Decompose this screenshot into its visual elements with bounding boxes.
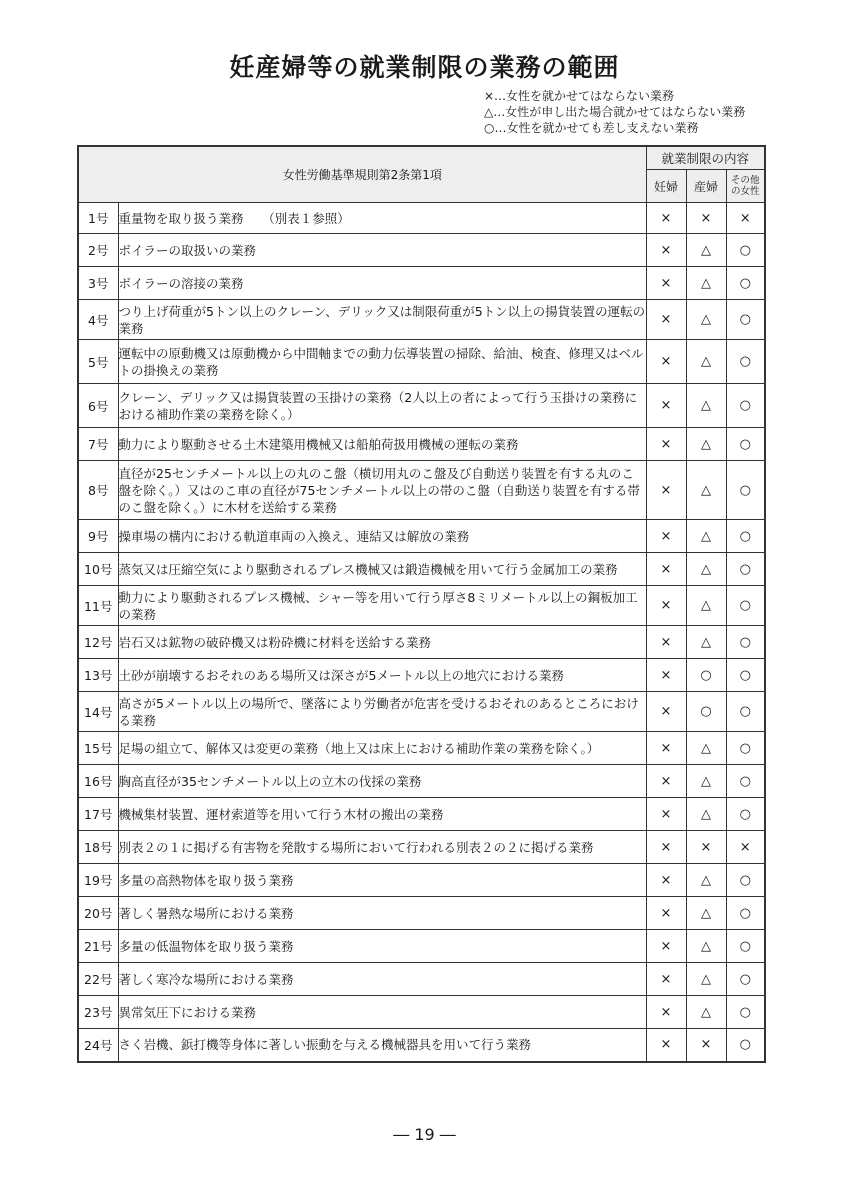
table-row bbox=[78, 626, 765, 659]
row-number: 4号 bbox=[78, 300, 118, 340]
row-number: 20号 bbox=[78, 897, 118, 930]
mark-other-women: ○ bbox=[726, 864, 765, 897]
legend-item-prohibited: ×…女性を就かせてはならない業務 bbox=[484, 89, 675, 103]
table-row bbox=[78, 765, 765, 798]
row-description: 胸高直径が35センチメートル以上の立木の伐採の業務 bbox=[118, 765, 646, 798]
row-number: 17号 bbox=[78, 798, 118, 831]
mark-other-women: ○ bbox=[726, 340, 765, 384]
mark-pregnant: × bbox=[646, 930, 686, 963]
table-row bbox=[78, 1029, 765, 1062]
header-postpartum: 産婦 bbox=[686, 170, 726, 203]
row-number: 21号 bbox=[78, 930, 118, 963]
mark-other-women: ○ bbox=[726, 765, 765, 798]
mark-pregnant: × bbox=[646, 267, 686, 300]
mark-pregnant: × bbox=[646, 897, 686, 930]
row-description: 運転中の原動機又は原動機から中間軸までの動力伝導装置の掃除、給油、検査、修理又はベルトの掛換えの業務 bbox=[118, 340, 646, 384]
mark-postpartum: △ bbox=[686, 586, 726, 626]
mark-pregnant: × bbox=[646, 963, 686, 996]
header-other-line1: その他 bbox=[730, 175, 760, 186]
mark-other-women: × bbox=[726, 831, 765, 864]
mark-postpartum: △ bbox=[686, 626, 726, 659]
header-pregnant: 妊婦 bbox=[646, 170, 686, 203]
table-row bbox=[78, 692, 765, 732]
table-row bbox=[78, 798, 765, 831]
row-description: 動力により駆動させる土木建築用機械又は船舶荷扱用機械の運転の業務 bbox=[118, 428, 646, 461]
row-description: 機械集材装置、運材索道等を用いて行う木材の搬出の業務 bbox=[118, 798, 646, 831]
mark-postpartum: △ bbox=[686, 267, 726, 300]
page-number: ― 19 ― bbox=[393, 1125, 456, 1144]
mark-other-women: ○ bbox=[726, 300, 765, 340]
mark-pregnant: × bbox=[646, 234, 686, 267]
row-description: つり上げ荷重が5トン以上のクレーン、デリック又は制限荷重が5トン以上の揚貨装置の運転の業務 bbox=[118, 300, 646, 340]
table-row bbox=[78, 267, 765, 300]
row-number: 5号 bbox=[78, 340, 118, 384]
row-number: 23号 bbox=[78, 996, 118, 1029]
mark-other-women: ○ bbox=[726, 692, 765, 732]
mark-other-women: ○ bbox=[726, 384, 765, 428]
mark-postpartum: △ bbox=[686, 553, 726, 586]
table-row bbox=[78, 300, 765, 340]
mark-other-women: ○ bbox=[726, 1029, 765, 1062]
table-row bbox=[78, 234, 765, 267]
table-row bbox=[78, 203, 765, 234]
mark-pregnant: × bbox=[646, 798, 686, 831]
row-description: 岩石又は鉱物の破砕機又は粉砕機に材料を送給する業務 bbox=[118, 626, 646, 659]
row-number: 13号 bbox=[78, 659, 118, 692]
row-description: 高さが5メートル以上の場所で、墜落により労働者が危害を受けるおそれのあるところにおける業務 bbox=[118, 692, 646, 732]
mark-other-women: × bbox=[726, 203, 765, 234]
row-description: 蒸気又は圧縮空気により駆動されるプレス機械又は鍛造機械を用いて行う金属加工の業務 bbox=[118, 553, 646, 586]
header-other-line2: の女性 bbox=[730, 186, 760, 197]
legend-item-on-request: △…女性が申し出た場合就かせてはならない業務 bbox=[484, 105, 746, 119]
table-body bbox=[78, 203, 765, 1062]
header-regulation: 女性労働基準規則第2条第1項 bbox=[78, 146, 646, 203]
mark-other-women: ○ bbox=[726, 234, 765, 267]
row-number: 24号 bbox=[78, 1029, 118, 1062]
mark-postpartum: △ bbox=[686, 428, 726, 461]
row-description: 著しく暑熱な場所における業務 bbox=[118, 897, 646, 930]
row-description: ボイラーの取扱いの業務 bbox=[118, 234, 646, 267]
mark-other-women: ○ bbox=[726, 996, 765, 1029]
mark-other-women: ○ bbox=[726, 963, 765, 996]
row-description: 別表２の１に掲げる有害物を発散する場所において行われる別表２の２に掲げる業務 bbox=[118, 831, 646, 864]
mark-pregnant: × bbox=[646, 765, 686, 798]
mark-postpartum: △ bbox=[686, 798, 726, 831]
row-description: ボイラーの溶接の業務 bbox=[118, 267, 646, 300]
table-row bbox=[78, 930, 765, 963]
table-row bbox=[78, 340, 765, 384]
mark-pregnant: × bbox=[646, 384, 686, 428]
mark-other-women: ○ bbox=[726, 732, 765, 765]
row-description: 多量の低温物体を取り扱う業務 bbox=[118, 930, 646, 963]
mark-pregnant: × bbox=[646, 1029, 686, 1062]
table-row bbox=[78, 428, 765, 461]
mark-other-women: ○ bbox=[726, 520, 765, 553]
mark-postpartum: △ bbox=[686, 520, 726, 553]
row-description: 異常気圧下における業務 bbox=[118, 996, 646, 1029]
mark-postpartum: △ bbox=[686, 732, 726, 765]
mark-postpartum: △ bbox=[686, 930, 726, 963]
table-row bbox=[78, 520, 765, 553]
mark-other-women: ○ bbox=[726, 267, 765, 300]
row-description: 動力により駆動されるプレス機械、シャー等を用いて行う厚さ8ミリメートル以上の鋼板加工の業務 bbox=[118, 586, 646, 626]
legend bbox=[484, 88, 745, 136]
mark-other-women: ○ bbox=[726, 659, 765, 692]
row-number: 2号 bbox=[78, 234, 118, 267]
row-description: 多量の高熱物体を取り扱う業務 bbox=[118, 864, 646, 897]
mark-pregnant: × bbox=[646, 659, 686, 692]
mark-other-women: ○ bbox=[726, 626, 765, 659]
mark-postpartum: △ bbox=[686, 384, 726, 428]
mark-postpartum: △ bbox=[686, 300, 726, 340]
row-number: 9号 bbox=[78, 520, 118, 553]
row-number: 18号 bbox=[78, 831, 118, 864]
row-description: 土砂が崩壊するおそれのある場所又は深さが5メートル以上の地穴における業務 bbox=[118, 659, 646, 692]
mark-pregnant: × bbox=[646, 300, 686, 340]
mark-postpartum: △ bbox=[686, 897, 726, 930]
row-number: 7号 bbox=[78, 428, 118, 461]
mark-pregnant: × bbox=[646, 553, 686, 586]
row-number: 8号 bbox=[78, 461, 118, 520]
mark-postpartum: △ bbox=[686, 864, 726, 897]
row-number: 12号 bbox=[78, 626, 118, 659]
mark-other-women: ○ bbox=[726, 553, 765, 586]
mark-postpartum: △ bbox=[686, 234, 726, 267]
table-row bbox=[78, 553, 765, 586]
mark-postpartum: △ bbox=[686, 461, 726, 520]
header-other-women bbox=[726, 170, 765, 203]
mark-pregnant: × bbox=[646, 586, 686, 626]
table-row bbox=[78, 996, 765, 1029]
mark-postpartum: △ bbox=[686, 765, 726, 798]
row-number: 16号 bbox=[78, 765, 118, 798]
mark-postpartum: △ bbox=[686, 963, 726, 996]
mark-pregnant: × bbox=[646, 831, 686, 864]
mark-pregnant: × bbox=[646, 996, 686, 1029]
row-description: 直径が25センチメートル以上の丸のこ盤（横切用丸のこ盤及び自動送り装置を有する丸のこ盤を除く。）又はのこ車の直径が75センチメートル以上の帯のこ盤（自動送り装置を有する帯のこ盤を除く。）に木材を送給する業務 bbox=[118, 461, 646, 520]
row-number: 14号 bbox=[78, 692, 118, 732]
mark-postpartum: × bbox=[686, 203, 726, 234]
table-row bbox=[78, 659, 765, 692]
mark-other-women: ○ bbox=[726, 586, 765, 626]
page-title: 妊産婦等の就業制限の業務の範囲 bbox=[229, 53, 620, 82]
mark-other-women: ○ bbox=[726, 461, 765, 520]
row-description: 足場の組立て、解体又は変更の業務（地上又は床上における補助作業の業務を除く。） bbox=[118, 732, 646, 765]
mark-postpartum: ○ bbox=[686, 692, 726, 732]
mark-pregnant: × bbox=[646, 520, 686, 553]
mark-postpartum: ○ bbox=[686, 659, 726, 692]
table-row bbox=[78, 461, 765, 520]
table-row bbox=[78, 732, 765, 765]
mark-postpartum: △ bbox=[686, 340, 726, 384]
legend-item-allowed: ○…女性を就かせても差し支えない業務 bbox=[484, 121, 699, 135]
table-row bbox=[78, 897, 765, 930]
row-description: 重量物を取り扱う業務 （別表１参照） bbox=[118, 203, 646, 234]
mark-postpartum: × bbox=[686, 1029, 726, 1062]
row-number: 11号 bbox=[78, 586, 118, 626]
mark-pregnant: × bbox=[646, 203, 686, 234]
mark-pregnant: × bbox=[646, 461, 686, 520]
mark-pregnant: × bbox=[646, 626, 686, 659]
mark-other-women: ○ bbox=[726, 428, 765, 461]
mark-other-women: ○ bbox=[726, 798, 765, 831]
row-description: 著しく寒冷な場所における業務 bbox=[118, 963, 646, 996]
mark-pregnant: × bbox=[646, 732, 686, 765]
row-number: 6号 bbox=[78, 384, 118, 428]
row-number: 19号 bbox=[78, 864, 118, 897]
table-row bbox=[78, 963, 765, 996]
row-description: さく岩機、鋲打機等身体に著しい振動を与える機械器具を用いて行う業務 bbox=[118, 1029, 646, 1062]
table-row bbox=[78, 384, 765, 428]
row-number: 10号 bbox=[78, 553, 118, 586]
row-number: 15号 bbox=[78, 732, 118, 765]
table-row bbox=[78, 831, 765, 864]
mark-other-women: ○ bbox=[726, 930, 765, 963]
mark-pregnant: × bbox=[646, 864, 686, 897]
restriction-table bbox=[77, 145, 766, 1063]
row-number: 22号 bbox=[78, 963, 118, 996]
mark-pregnant: × bbox=[646, 692, 686, 732]
table-row bbox=[78, 586, 765, 626]
mark-pregnant: × bbox=[646, 428, 686, 461]
mark-pregnant: × bbox=[646, 340, 686, 384]
row-description: クレーン、デリック又は揚貨装置の玉掛けの業務（2人以上の者によって行う玉掛けの業務における補助作業の業務を除く。） bbox=[118, 384, 646, 428]
mark-other-women: ○ bbox=[726, 897, 765, 930]
header-restriction-content: 就業制限の内容 bbox=[646, 146, 765, 170]
row-number: 3号 bbox=[78, 267, 118, 300]
mark-postpartum: △ bbox=[686, 996, 726, 1029]
mark-postpartum: × bbox=[686, 831, 726, 864]
table-row bbox=[78, 864, 765, 897]
row-description: 操車場の構内における軌道車両の入換え、連結又は解放の業務 bbox=[118, 520, 646, 553]
row-number: 1号 bbox=[78, 203, 118, 234]
